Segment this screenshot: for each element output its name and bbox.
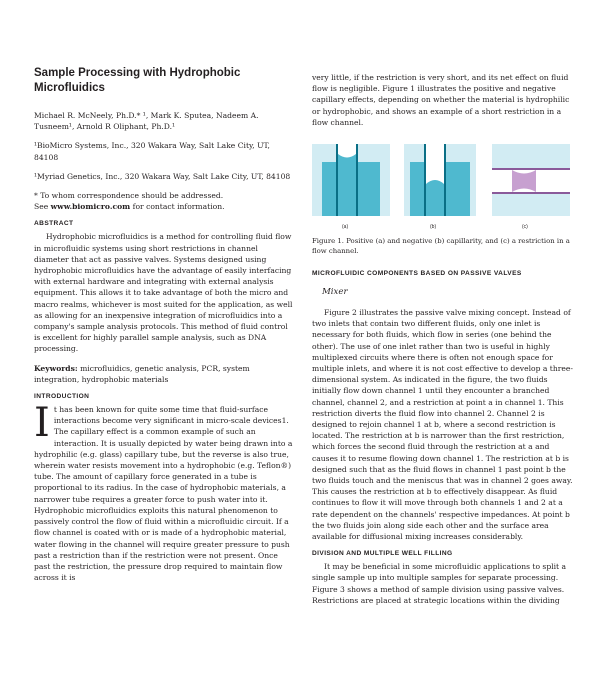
introduction-body: t has been known for quite some time that fluid-surface interactions become very significant in micro-scale devices1. The capillary effect is a common example of such an interaction. It is usually depicted by water being drawn into a hydrophilic (e.g. glass) capillary tube, but the reverse is also true, wherein water resists movement into a hydrophobic (e.g. Teflon®) tube. The amount of capillary force generated in a tube is proportional to its radius. In the case of hydrophobic materials, a narrower tube requires a greater force to push water into it. Hydrophobic microfluidics exploits this natural phenomenon to passively control the flow of fluid within a microfluidic circuit. If a flow channel is coated with or is made of a hydrophobic material, water flowing in the channel will require greater pressure to push past a restriction than if the restriction were not present. Once past the restriction, the pressure drop required to maintain flow across it is bbox=[34, 405, 293, 583]
figure-1-illustration bbox=[312, 144, 570, 224]
mixer-subhead: Mixer bbox=[322, 287, 348, 298]
figure-1-label-b: (b) bbox=[430, 224, 437, 231]
mixer-text bbox=[312, 307, 574, 542]
keywords bbox=[34, 363, 294, 385]
contact-link[interactable]: www.biomicro.com bbox=[50, 202, 131, 212]
correspondence-rest: for contact information. bbox=[132, 202, 225, 212]
panel-a-wall-left bbox=[336, 144, 338, 216]
affiliation-biomicro: ¹BioMicro Systems, Inc., 320 Wakara Way, Salt Lake City, UT, 84108 bbox=[34, 141, 270, 162]
figure-1-caption-text: Positive (a) and negative (b) capillarity, and (c) a restriction in a flow channel. bbox=[312, 237, 570, 256]
right-column bbox=[312, 60, 574, 606]
correspondence-line: * To whom correspondence should be addressed. bbox=[34, 191, 224, 201]
figure-2-ref[interactable]: Figure 2 bbox=[324, 308, 357, 318]
correspondence-note bbox=[34, 190, 294, 212]
figure-1-label-c: (c) bbox=[522, 224, 528, 231]
affiliation-myriad: ¹Myriad Genetics, Inc., 320 Wakara Way, Salt Lake City, UT, 84108 bbox=[34, 171, 291, 181]
components-heading: MICROFLUIDIC COMPONENTS BASED ON PASSIVE VALVES bbox=[312, 270, 522, 278]
panel-a-wall-right bbox=[356, 144, 358, 216]
keywords-label: Keywords: bbox=[34, 363, 78, 373]
abstract-text: Hydrophobic microfluidics is a method for controlling fluid flow in microfluidic systems using short restrictions in channel diameter that act as passive valves. Systems designed using hydrophobic microfluidics have the advantage of easily interfacing with external hardware and integrating with external analysis equipment. This allows it to take advantage of both the micro and macro realms, whichever is most suited for the application, as well as allowing for an inexpensive integration of microfluidics into a company's sample analysis protocols. This method of fluid control is excellent for highly parallel sample analysis, such as DNA processing. bbox=[34, 232, 293, 354]
figure-1 bbox=[312, 144, 570, 230]
left-column bbox=[34, 60, 294, 583]
division-heading: DIVISION AND MULTIPLE WELL FILLING bbox=[312, 550, 453, 558]
panel-a-hydrophilic bbox=[312, 144, 390, 216]
figure-1-caption bbox=[312, 236, 574, 256]
division-body-1: It may be beneficial in some microfluidic applications to split a single sample up into multiple samples for separate processing. bbox=[312, 562, 567, 583]
intro-continued: very little, if the restriction is very short, and its net effect on fluid flow is negligible. Figure 1 illustrates the positive and negative capillary effects, depending on whether the material is hydrophilic or hydrophobic, and shows an example of a short restriction in a flow channel. bbox=[312, 73, 570, 127]
division-body-2: shows a method of sample division using passive valves. Restrictions are placed at strategic locations within the dividing bbox=[312, 584, 565, 605]
figure-1-label-a: (a) bbox=[342, 224, 349, 231]
keywords-text: microfluidics, genetic analysis, PCR, system integration, hydrophobic materials bbox=[34, 363, 250, 384]
figure-3-ref[interactable]: Figure 3 bbox=[312, 584, 345, 594]
panel-c-restriction bbox=[492, 144, 570, 216]
panel-b-hydrophobic bbox=[404, 144, 476, 216]
abstract-heading: ABSTRACT bbox=[34, 220, 74, 228]
introduction-heading: INTRODUCTION bbox=[34, 393, 90, 401]
division-text bbox=[312, 561, 574, 606]
authors: Michael R. McNeely, Ph.D.* ¹, Mark K. Sputea, Nadeem A. Tusneem¹, Arnold R Oliphant, Ph.D.¹ bbox=[34, 111, 259, 132]
panel-c-wall-bottom bbox=[492, 192, 570, 194]
article-title: Sample Processing with Hydrophobic Microfluidics bbox=[34, 67, 241, 94]
mixer-body: illustrates the passive valve mixing concept. Instead of two inlets that contain two different fluids, only one inlet is necessary for both fluids, which flow in series (one behind the other). The use of one inlet rather than two is useful in highly multiplexed circuits where there is often not enough space for multiple inlets, and where it is not cost effective to develop a three-dimensional system. As indicated in the figure, the two fluids initially flow down channel 1 until they encounter a branched channel, channel 2, and a restriction at point a in channel 1. This restriction diverts the fluid flow into channel 2. Channel 2 is designed to rejoin channel 1 at b, where a second restriction is located. The restriction at b is narrower than the first restriction, which forces the second fluid through the restriction at a and causes it to resume flowing down channel 1. The restriction at b is designed such that as the fluid flows in channel 1 past point b the two fluids touch and the meniscus that was in channel 2 goes away. This causes the restriction at b to effectively disappear. As fluid continues to flow it will move through both channels 1 and 2 at a rate dependent on the channels' respective impedances. At point b the two fluids join along side each other and the surface area available for diffusional mixing increases considerably. bbox=[312, 308, 573, 542]
introduction-text bbox=[34, 400, 294, 583]
panel-b-wall-left bbox=[424, 144, 426, 216]
figure-1-caption-label: Figure 1. bbox=[312, 237, 344, 246]
panel-c-wall-top bbox=[492, 168, 570, 170]
correspondence-see: See bbox=[34, 202, 49, 212]
dropcap: I bbox=[34, 400, 50, 447]
panel-b-column-water bbox=[426, 184, 444, 216]
panel-b-wall-right bbox=[444, 144, 446, 216]
panel-a-column-water bbox=[338, 154, 356, 216]
